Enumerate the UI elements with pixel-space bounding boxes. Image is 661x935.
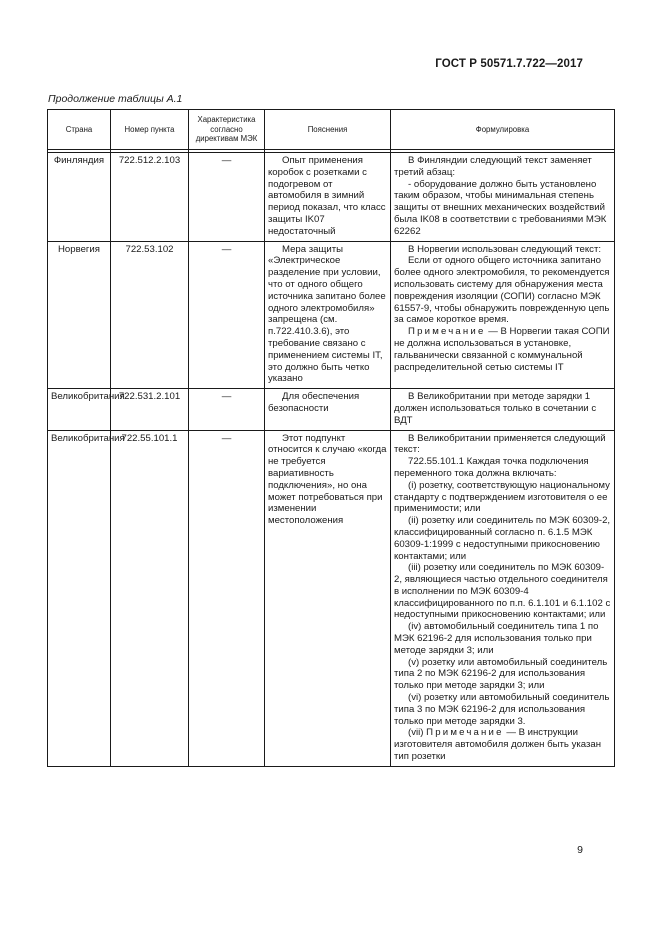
column-header-wording: Формулировка	[391, 110, 615, 150]
cell-wording	[391, 241, 615, 389]
wording-paragraph: В Норвегии использован следующий текст:	[408, 243, 602, 255]
column-header-clause: Номер пункта	[111, 110, 189, 150]
requirements-table	[47, 109, 615, 767]
wording-note	[394, 727, 611, 762]
wording-note	[394, 326, 611, 373]
explanation-text: Опыт применения коробок с розетками с подогревом от автомобиля в зимний период показал, что класс защиты IK07 недостаточный	[268, 155, 386, 237]
cell-clause: 722.512.2.103	[111, 153, 189, 242]
cell-country: Великобритания	[48, 389, 111, 430]
cell-wording	[391, 389, 615, 430]
wording-paragraph: В Великобритании применяется следующий текст:	[394, 432, 606, 456]
note-label: Примечание	[426, 727, 504, 739]
wording-paragraph: Если от одного общего источника запитано более одного электромобиля, то рекомендуется использовать систему для обнаружения места повреждения изоляции (СОПИ) согласно МЭК 61557-9, чтобы обнаружить поврежденную цепь за самое короткое время.	[394, 255, 610, 326]
cell-explanation	[265, 241, 391, 389]
wording-item: (i) розетку, соответствующую национальному стандарту с подтверждением изготовителя о ее применимости; или	[394, 479, 610, 515]
cell-characteristic: —	[189, 389, 265, 430]
explanation-text: Для обеспечения безопасности	[268, 391, 360, 414]
cell-characteristic: —	[189, 430, 265, 766]
cell-explanation	[265, 430, 391, 766]
table-row	[48, 389, 615, 430]
cell-clause: 722.53.102	[111, 241, 189, 389]
cell-explanation	[265, 153, 391, 242]
cell-clause: 722.55.101.1	[111, 430, 189, 766]
wording-item: (vi) розетку или автомобильный соединитель типа 3 по МЭК 62196-2 для использования только при методе зарядки 3.	[394, 692, 610, 727]
note-prefix: (vii)	[408, 727, 427, 739]
wording-paragraph: В Великобритании при методе зарядки 1 должен использоваться только в сочетании с ВДТ	[394, 391, 597, 426]
cell-characteristic: —	[189, 241, 265, 389]
wording-paragraph: В Финляндии следующий текст заменяет третий абзац:	[394, 155, 592, 178]
wording-item: (ii) розетку или соединитель по МЭК 60309-2, классифицированный согласно п. 6.1.5 МЭК 60309-1:1999 с недоступными прикосновению контактами; или	[394, 515, 611, 562]
table-row	[48, 153, 615, 242]
wording-item: (iv) автомобильный соединитель типа 1 по МЭК 62196-2 для использования только при методе зарядки 3; или	[394, 621, 599, 656]
wording-item: (iii) розетку или соединитель по МЭК 60309-2, являющиеся частью отдельного соединителя в исполнении по МЭК 60309-4 классифицированного по п.п. 6.1.101 и 6.1.102 с недоступными прикосновению контактами; или	[394, 562, 611, 621]
column-header-explanation: Пояснения	[265, 110, 391, 150]
cell-country: Великобритания	[48, 430, 111, 766]
document-code: ГОСТ Р 50571.7.722—2017	[435, 58, 583, 70]
cell-explanation	[265, 389, 391, 430]
explanation-text: Мера защиты «Электрическое разделение при условии, что от одного общего источника запитано более одного электромобиля» запрещена (см. п.722.410.3.6), это требование связано с применением системы IT, это должно быть четко указано	[268, 243, 386, 385]
cell-characteristic: —	[189, 153, 265, 242]
table-row	[48, 430, 615, 766]
cell-wording	[391, 430, 615, 766]
cell-country: Финляндия	[48, 153, 111, 242]
cell-clause: 722.531.2.101	[111, 389, 189, 430]
page-number: 9	[577, 844, 583, 856]
column-header-characteristic: Характеристика согласно директивам МЭК	[189, 110, 265, 150]
column-header-country: Страна	[48, 110, 111, 150]
table-header-row	[48, 110, 615, 150]
note-label: Примечание	[408, 326, 486, 338]
note-text: — В инструкции изготовителя автомобиля должен быть указан тип розетки	[394, 727, 602, 763]
wording-item: (v) розетку или автомобильный соединитель типа 2 по МЭК 62196-2 для использования только при методе зарядки 3; или	[394, 656, 608, 692]
cell-wording	[391, 153, 615, 242]
wording-paragraph: - оборудование должно быть установлено таким образом, чтобы минимальная степень защиты от внешних механических воздействий была IK08 в соответствии с требованиями МЭК 62262	[394, 178, 607, 237]
table-row	[48, 241, 615, 389]
note-text: — В Норвегии такая СОПИ не должна использоваться в установке, гальванически связанной с коммунальной распределительной сетью системы IT	[394, 326, 610, 373]
explanation-text: Этот подпункт относится к случаю «когда не требуется вариативность подключения», но она может потребоваться при изменении местоположения	[268, 432, 387, 527]
wording-paragraph: 722.55.101.1 Каждая точка подключения переменного тока должна включать:	[394, 456, 589, 479]
table-caption: Продолжение таблицы А.1	[48, 93, 183, 105]
cell-country: Норвегия	[48, 241, 111, 389]
